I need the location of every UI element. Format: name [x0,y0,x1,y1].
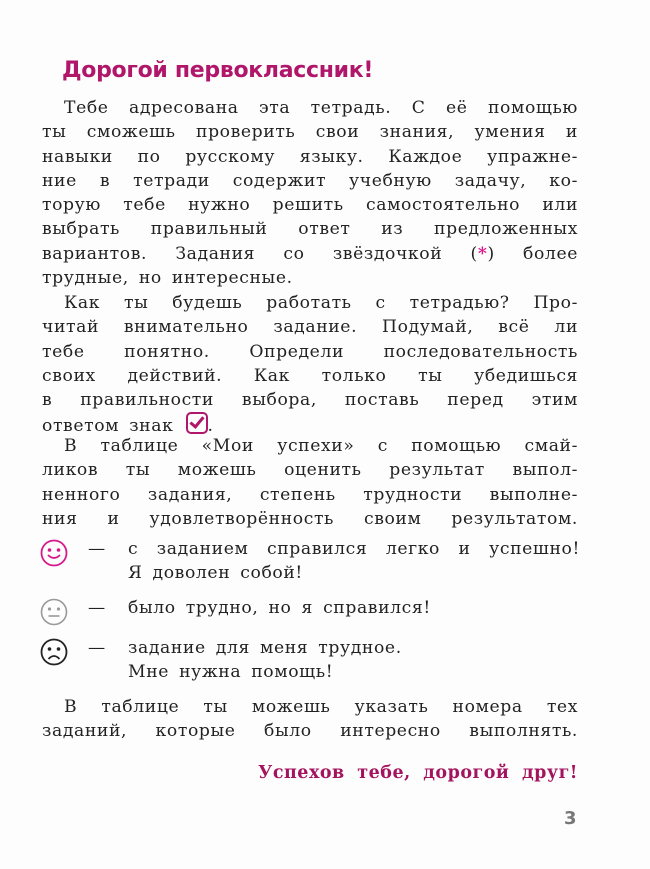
text-line: было трудно, но я справился! [128,598,431,618]
text-line: ненного задания, степень трудности выполне- [42,484,578,505]
paragraph-how-to-work [42,291,578,437]
page-title: Дорогой первоклассник! [62,58,374,83]
text-line: ты сможешь проверить свои знания, умения и [42,122,578,143]
closing-wish: Успехов тебе, дорогой друг! [258,763,578,783]
text-line: Я доволен собой! [128,563,303,584]
dash: — [88,638,106,658]
happy-smiley-icon [40,539,68,567]
legend-text [128,537,580,586]
text-line: заданий, которые было интересно выполнять. [42,721,578,742]
text-line: задание для меня трудное. [128,638,402,658]
legend-text [128,636,580,685]
star-icon: * [477,243,488,264]
text-line: Тебе адресована эта тетрадь. С её помощью [64,98,578,118]
text-line: Мне нужна помощь! [128,662,334,683]
text-line: ние в тетради содержит учебную задачу, ко- [42,170,578,191]
text-fragment: ) более [487,243,578,264]
text-line: В таблице «Мои успехи» с помощью смай- [64,436,578,456]
text-line [42,242,578,266]
text-line: ния и удовлетворённость своим результатом. [42,508,578,529]
legend-text [128,596,580,620]
checkmark-box-icon [186,412,208,434]
sad-smiley-icon [40,638,68,666]
neutral-smiley-icon [40,598,68,626]
text-line: торую тебе нужно решить самостоятельно или [42,195,578,216]
text-line: Как ты будешь работать с тетрадью? Про- [64,293,578,313]
text-line: ликов ты можешь оценить результат выпол- [42,460,578,481]
text-line: в правильности выбора, поставь перед этим [42,390,578,411]
text-line: В таблице ты можешь указать номера тех [64,697,578,717]
dash: — [88,598,106,618]
text-line: выбрать правильный ответ из предложенных [42,219,578,240]
paragraph-table-note [42,695,578,744]
paragraph-smileys [42,434,578,531]
text-line: трудные, но интересные. [42,268,293,289]
text-fragment: вариантов. Задания со звёздочкой ( [42,243,478,264]
dash: — [88,539,106,559]
text-line: навыки по русскому языку. Каждое упражне- [42,146,578,167]
text-fragment: . [207,416,214,437]
paragraph-intro [42,96,578,290]
text-line: тебе понятно. Определи последовательность [42,341,578,362]
page-number: 3 [564,808,577,829]
text-line: читай внимательно задание. Подумай, всё ли [42,317,578,338]
text-line: своих действий. Как только ты убедишься [42,365,578,386]
text-fragment: ответом знак [42,416,174,437]
text-line: с заданием справился легко и успешно! [128,539,580,559]
